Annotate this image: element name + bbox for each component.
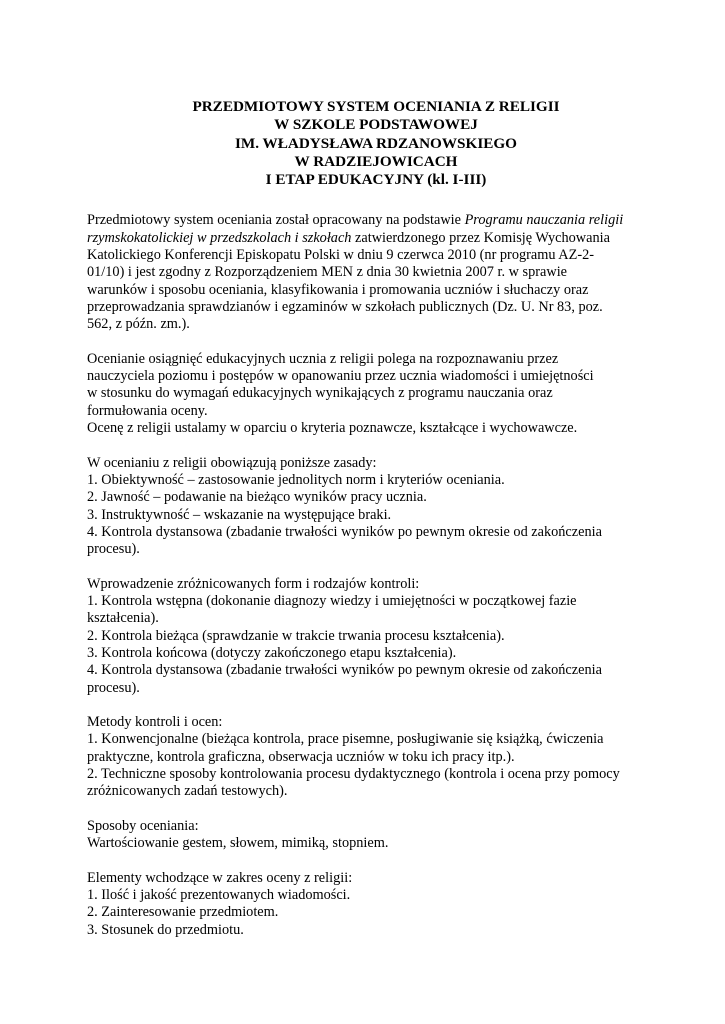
list-item: 1. Obiektywność – zastosowanie jednolitych norm i kryteriów oceniania. — [87, 471, 505, 488]
program-title-italic: Programu nauczania religii — [464, 212, 624, 229]
paragraph-line: warunków i sposobu oceniania, klasyfikowania i promowania uczniów i słuchaczy oraz — [87, 281, 589, 298]
paragraph-line: w stosunku do wymagań edukacyjnych wynikających z programu nauczania oraz — [87, 385, 553, 402]
control-forms-list — [87, 576, 665, 697]
methods-list — [87, 714, 665, 800]
title-line: PRZEDMIOTOWY SYSTEM OCENIANIA Z RELIGII — [192, 98, 560, 115]
document-title — [87, 98, 665, 189]
list-item: 2. Zainteresowanie przedmiotem. — [87, 904, 279, 921]
paragraph-line: 562, z późn. zm.). — [87, 316, 190, 333]
list-item: 3. Kontrola końcowa (dotyczy zakończonego etapu kształcenia). — [87, 644, 457, 661]
list-item: 4. Kontrola dystansowa (zbadanie trwałości wyników po pewnym okresie od zakończenia — [87, 662, 602, 679]
title-line: I ETAP EDUKACYJNY (kl. I-III) — [265, 171, 487, 189]
list-item: praktyczne, kontrola graficzna, obserwacja uczniów w toku ich pracy itp.). — [87, 748, 515, 765]
list-item: 1. Ilość i jakość prezentowanych wiadomości. — [87, 887, 351, 904]
list-item: Wartościowanie gestem, słowem, mimiką, stopniem. — [87, 835, 389, 852]
list-item: 3. Stosunek do przedmiotu. — [87, 921, 244, 938]
list-heading: Elementy wchodzące w zakres oceny z religii: — [87, 869, 353, 886]
list-item: zróżnicowanych zadań testowych). — [87, 783, 288, 800]
assessment-paragraph — [87, 351, 665, 437]
program-title-italic: rzymskokatolickiej w przedszkolach i szkołach — [87, 229, 352, 246]
paragraph-line: nauczyciela poziomu i postępów w opanowaniu przez ucznia wiadomości i umiejętności — [87, 368, 594, 385]
list-heading: Sposoby oceniania: — [87, 817, 199, 834]
paragraph-line: przeprowadzania sprawdzianów i egzaminów w szkołach publicznych (Dz. U. Nr 83, poz. — [87, 298, 603, 315]
paragraph-line: formułowania oceny. — [87, 402, 208, 419]
list-item: 3. Instruktywność – wskazanie na występujące braki. — [87, 506, 392, 523]
title-line: IM. WŁADYSŁAWA RDZANOWSKIEGO — [234, 134, 517, 152]
list-heading: Metody kontroli i ocen: — [87, 714, 223, 731]
title-line: W RADZIEJOWICACH — [294, 152, 458, 170]
paragraph-line: rzymskokatolickiej w przedszkolach i szkołach zatwierdzonego przez Komisję Wychowania — [87, 229, 610, 246]
grading-ways-section — [87, 818, 665, 853]
paragraph-line: 01/10) i jest zgodny z Rozporządzeniem MEN z dnia 30 kwietnia 2007 r. w sprawie — [87, 264, 568, 281]
paragraph-line: Przedmiotowy system oceniania został opracowany na podstawie Programu nauczania religii — [87, 212, 624, 229]
list-item: procesu). — [87, 679, 140, 696]
intro-paragraph — [87, 212, 665, 333]
paragraph-line: Ocenianie osiągnięć edukacyjnych ucznia z religii polega na rozpoznawaniu przez — [87, 350, 559, 367]
list-heading: W ocenianiu z religii obowiązują poniższe zasady: — [87, 454, 377, 471]
paragraph-line: Ocenę z religii ustalamy w oparciu o kryteria poznawcze, kształcące i wychowawcze. — [87, 420, 578, 437]
list-heading: Wprowadzenie zróżnicowanych form i rodzajów kontroli: — [87, 575, 420, 592]
list-item: 2. Kontrola bieżąca (sprawdzanie w trakcie trwania procesu kształcenia). — [87, 627, 505, 644]
list-item: 2. Jawność – podawanie na bieżąco wyników pracy ucznia. — [87, 489, 427, 506]
list-item: procesu). — [87, 541, 140, 558]
list-item: 4. Kontrola dystansowa (zbadanie trwałości wyników po pewnym okresie od zakończenia — [87, 523, 602, 540]
principles-list — [87, 455, 665, 559]
elements-list — [87, 870, 665, 939]
list-item: kształcenia). — [87, 610, 159, 627]
title-line: W SZKOLE PODSTAWOWEJ — [274, 116, 478, 134]
list-item: 1. Konwencjonalne (bieżąca kontrola, prace pisemne, posługiwanie się książką, ćwiczenia — [87, 731, 604, 748]
list-item: 2. Techniczne sposoby kontrolowania procesu dydaktycznego (kontrola i ocena przy pomocy — [87, 765, 620, 782]
list-item: 1. Kontrola wstępna (dokonanie diagnozy wiedzy i umiejętności w początkowej fazie — [87, 593, 577, 610]
paragraph-line: Katolickiego Konferencji Episkopatu Polski w dniu 9 czerwca 2010 (nr programu AZ-2- — [87, 247, 595, 264]
